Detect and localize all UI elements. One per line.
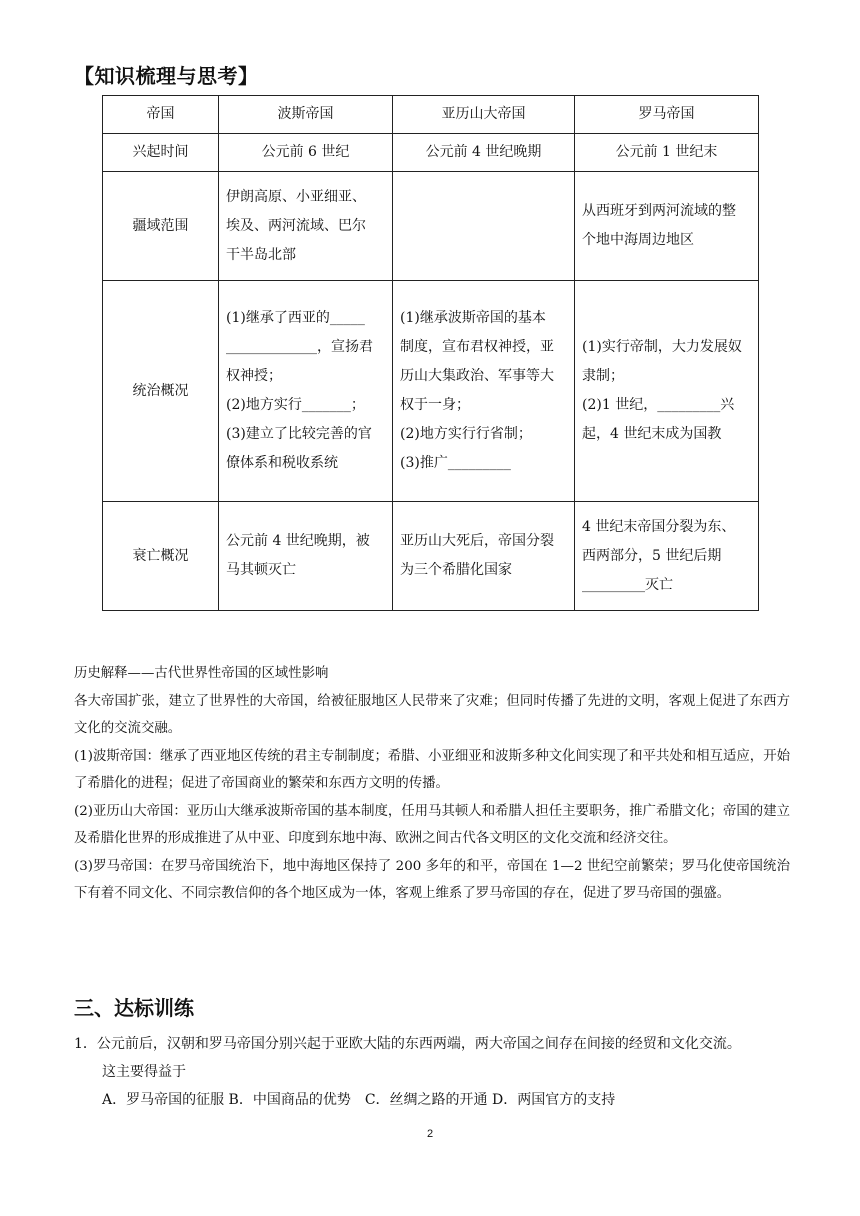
- cell-line: 埃及、两河流域、巴尔: [226, 217, 366, 234]
- explanation-persia: (1)波斯帝国：继承了西亚地区传统的君主专制制度；希腊、小亚细亚和波斯多种文化间实现了和平共处和相互适应，开始了希腊化的进程；促进了帝国商业的繁荣和东西方文明的传播。: [74, 748, 790, 791]
- header-persia: 波斯帝国: [219, 96, 393, 134]
- cell-line: (3)建立了比较完善的官: [226, 426, 372, 442]
- explanation-alexander: (2)亚历山大帝国：亚历山大继承波斯帝国的基本制度，任用马其顿人和希腊人担任主要职务，推广希腊文化；帝国的建立及希腊化世界的形成推进了从中亚、印度到东地中海、欧洲之间古代各文明区的文化交流和经济交往。: [74, 803, 790, 846]
- cell-line: 历山大集政治、军事等大: [400, 368, 554, 384]
- table-row-decline: [103, 502, 759, 611]
- table-row-territory: [103, 172, 759, 281]
- question-1: [74, 1030, 790, 1114]
- row-label-territory: 疆域范围: [103, 172, 219, 281]
- cell-line: 隶制；: [582, 368, 624, 384]
- header-empire: 帝国: [103, 96, 219, 134]
- history-explanation: [74, 660, 790, 908]
- cell-rome-territory: [575, 172, 759, 281]
- cell-line: (2)地方实行行省制；: [400, 426, 532, 442]
- cell-line: (1)实行帝制，大力发展奴: [582, 339, 742, 355]
- cell-line: 权神授；: [226, 368, 282, 384]
- section3-title: 三、达标训练: [74, 996, 194, 1020]
- cell-line: 西两部分，5 世纪后期: [582, 547, 722, 564]
- row-label-rule: 统治概况: [103, 281, 219, 502]
- cell-line: 伊朗高原、小亚细亚、: [226, 188, 366, 205]
- page-number: 2: [426, 1128, 434, 1140]
- cell-line: (1)继承波斯帝国的基本: [400, 310, 546, 326]
- cell-line: _____________，宣扬君: [226, 339, 373, 355]
- question-stem-cont: 这主要得益于: [102, 1064, 186, 1080]
- cell-line: _________灭亡: [582, 576, 673, 593]
- cell-line: 为三个希腊化国家: [400, 562, 512, 578]
- explanation-rome: (3)罗马帝国：在罗马帝国统治下，地中海地区保持了 200 多年的和平，帝国在 1—2 世纪空前繁荣；罗马化使帝国统治下有着不同文化、不同宗教信仰的各个地区成为一体，客观上维系了罗马帝国的存在，促进了罗马帝国的强盛。: [74, 858, 790, 901]
- cell-line: 4 世纪末帝国分裂为东、: [582, 518, 736, 535]
- explanation-heading: 历史解释——古代世界性帝国的区域性影响: [74, 666, 329, 681]
- table-row-rule: [103, 281, 759, 502]
- cell-line: (3)推广_________: [400, 455, 511, 471]
- cell-line: 公元前 4 世纪晚期，被: [226, 533, 370, 549]
- cell-line: 干半岛北部: [226, 246, 296, 263]
- cell-persia-territory: [219, 172, 393, 281]
- table-header-row: [103, 96, 759, 134]
- knowledge-table: [102, 95, 759, 611]
- row-label-decline: 衰亡概况: [103, 502, 219, 611]
- cell-line: 亚历山大死后，帝国分裂: [400, 533, 554, 549]
- cell-line: (2)地方实行_______；: [226, 397, 365, 413]
- cell-persia-rise: 公元前 6 世纪: [219, 134, 393, 172]
- explanation-intro: 各大帝国扩张，建立了世界性的大帝国，给被征服地区人民带来了灾难；但同时传播了先进的文明，客观上促进了东西方文化的交流交融。: [74, 693, 790, 736]
- cell-line: (2)1 世纪，_________兴: [582, 397, 735, 413]
- cell-alexander-decline: [393, 502, 575, 611]
- cell-persia-decline: [219, 502, 393, 611]
- cell-line: 僚体系和税收系统: [226, 455, 338, 471]
- cell-rome-rise: 公元前 1 世纪末: [575, 134, 759, 172]
- question-stem: 1．公元前后，汉朝和罗马帝国分别兴起于亚欧大陆的东西两端，两大帝国之间存在间接的经贸和文化交流。: [74, 1036, 741, 1052]
- table-row-rise-time: [103, 134, 759, 172]
- header-rome: 罗马帝国: [575, 96, 759, 134]
- cell-alexander-rise: 公元前 4 世纪晚期: [393, 134, 575, 172]
- cell-rome-rule: [575, 281, 759, 502]
- cell-line: 马其顿灭亡: [226, 562, 296, 578]
- cell-line: 个地中海周边地区: [582, 232, 694, 248]
- cell-rome-decline: [575, 502, 759, 611]
- section-title: 【知识梳理与思考】: [74, 64, 259, 88]
- cell-line: 权于一身；: [400, 397, 470, 413]
- cell-line: 起，4 世纪末成为国教: [582, 426, 722, 442]
- row-label-rise-time: 兴起时间: [103, 134, 219, 172]
- header-alexander: 亚历山大帝国: [393, 96, 575, 134]
- cell-alexander-rule: [393, 281, 575, 502]
- cell-alexander-territory: [393, 172, 575, 281]
- cell-line: (1)继承了西亚的_____: [226, 310, 365, 326]
- question-options: A．罗马帝国的征服 B．中国商品的优势 C．丝绸之路的开通 D．两国官方的支持: [102, 1092, 616, 1108]
- cell-line: 从西班牙到两河流域的整: [582, 203, 736, 219]
- cell-persia-rule: [219, 281, 393, 502]
- cell-line: 制度，宣布君权神授，亚: [400, 339, 554, 355]
